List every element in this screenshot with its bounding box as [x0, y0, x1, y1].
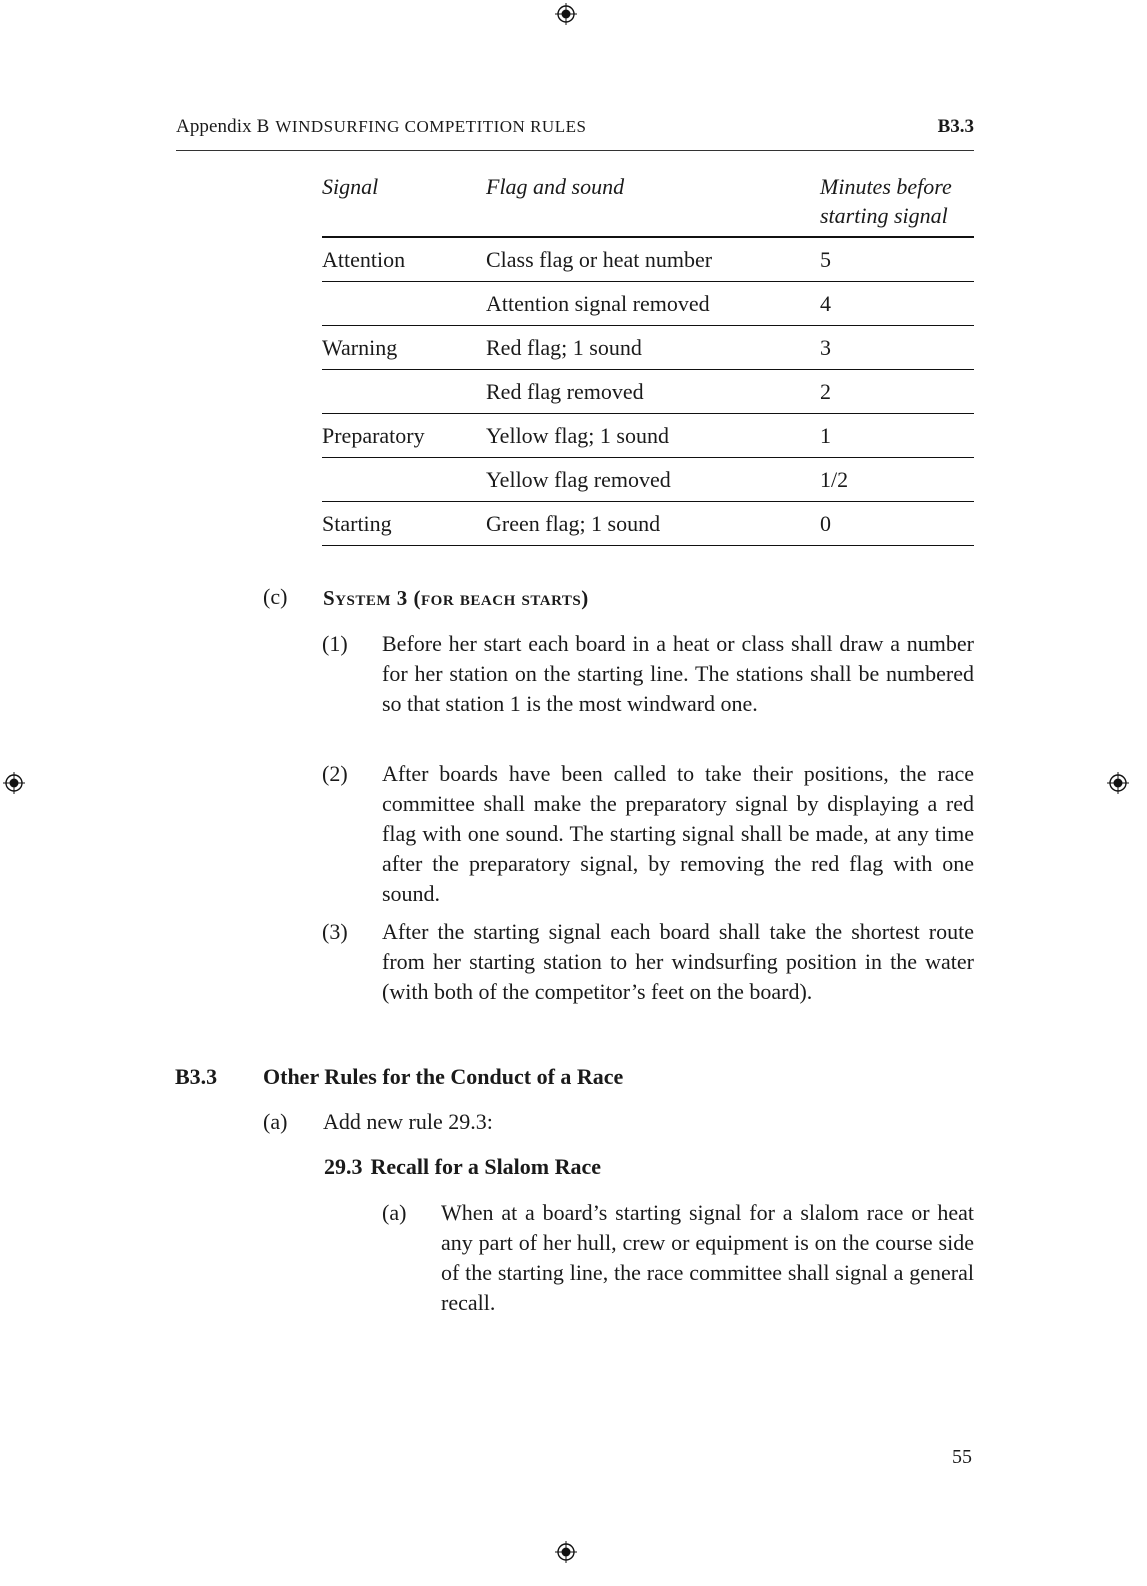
cell-minutes: 5 — [820, 237, 974, 282]
item-text: After the starting signal each board shall take the shortest route from her starting station to her windsurfing position in the water (with both of the competitor’s feet on the board). — [382, 919, 974, 1004]
cell-minutes: 1 — [820, 414, 974, 458]
section-c-title: System 3 (for beach starts) — [323, 586, 589, 610]
registration-mark-left-icon — [3, 772, 25, 794]
rule-title: Recall for a Slalom Race — [370, 1154, 602, 1179]
cell-signal — [322, 282, 486, 326]
clause-label: (a) — [382, 1200, 407, 1225]
cell-minutes: 3 — [820, 326, 974, 370]
cell-signal — [322, 370, 486, 414]
item-number: (3) — [322, 919, 348, 944]
table-header-row — [322, 172, 974, 237]
item-number: (2) — [322, 761, 348, 786]
registration-mark-top-icon — [555, 3, 577, 25]
appendix-label: Appendix B — [176, 116, 270, 137]
appendix-title: WINDSURFING COMPETITION RULES — [275, 117, 587, 136]
page-number: 55 — [952, 1446, 972, 1468]
cell-minutes: 2 — [820, 370, 974, 414]
section-c-label: (c) — [263, 584, 288, 609]
section-number: B3.3 — [175, 1064, 218, 1089]
section-title: Other Rules for the Conduct of a Race — [263, 1064, 624, 1089]
item-text: Before her start each board in a heat or class shall draw a number for her station on the starting line. The stations shall be numbered so that station 1 is the most windward one. — [382, 631, 974, 716]
cell-flag: Yellow flag; 1 sound — [486, 414, 820, 458]
cell-signal: Starting — [322, 502, 486, 546]
cell-signal: Preparatory — [322, 414, 486, 458]
subsection-text: Add new rule 29.3: — [323, 1109, 493, 1134]
cell-minutes: 0 — [820, 502, 974, 546]
header-section-number: B3.3 — [937, 116, 974, 137]
table-row — [322, 502, 974, 546]
table-row — [322, 370, 974, 414]
header-left — [176, 116, 586, 138]
rule-clause-a — [382, 1198, 974, 1318]
registration-mark-bottom-icon — [555, 1541, 577, 1563]
item-text: After boards have been called to take their positions, the race committee shall make the preparatory signal by displaying a red flag with one sound. The starting signal shall be made, at any time after the preparatory signal, by removing the red flag with one sound. — [382, 761, 974, 906]
cell-flag: Red flag; 1 sound — [486, 326, 820, 370]
cell-flag: Attention signal removed — [486, 282, 820, 326]
cell-flag: Yellow flag removed — [486, 458, 820, 502]
subsection-label: (a) — [263, 1109, 288, 1134]
rule-number: 29.3 — [324, 1154, 363, 1179]
list-item-1 — [322, 629, 974, 719]
cell-flag: Red flag removed — [486, 370, 820, 414]
cell-signal: Warning — [322, 326, 486, 370]
cell-flag: Green flag; 1 sound — [486, 502, 820, 546]
column-header-signal: Signal — [322, 172, 486, 237]
cell-minutes: 4 — [820, 282, 974, 326]
signal-table — [322, 172, 974, 546]
item-number: (1) — [322, 631, 348, 656]
list-item-2 — [322, 759, 974, 909]
cell-signal: Attention — [322, 237, 486, 282]
list-item-3 — [322, 917, 974, 1007]
clause-text: When at a board’s starting signal for a slalom race or heat any part of her hull, crew or equipment is on the course side of the starting line, the race committee shall signal a general recall. — [441, 1200, 974, 1315]
registration-mark-right-icon — [1107, 772, 1129, 794]
running-header — [176, 114, 974, 151]
cell-minutes: 1/2 — [820, 458, 974, 502]
table-row — [322, 237, 974, 282]
table-row — [322, 458, 974, 502]
table-row — [322, 282, 974, 326]
rule-heading — [324, 1154, 601, 1180]
column-header-minutes: Minutes before starting signal — [820, 172, 974, 237]
cell-flag: Class flag or heat number — [486, 237, 820, 282]
cell-signal — [322, 458, 486, 502]
column-header-flag: Flag and sound — [486, 172, 820, 237]
table-row — [322, 326, 974, 370]
table-row — [322, 414, 974, 458]
